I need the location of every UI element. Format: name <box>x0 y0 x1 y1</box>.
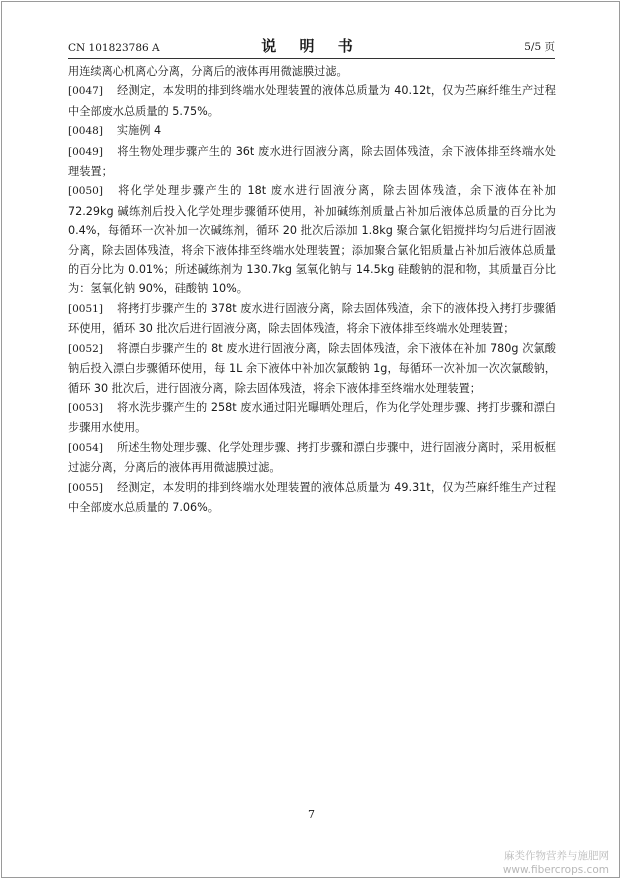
paragraph <box>68 478 556 518</box>
paragraph-number: [0047] <box>68 85 103 98</box>
paragraph <box>68 339 556 398</box>
watermark-url: www.fibercrops.com <box>502 864 609 876</box>
paragraph-text: 将化学处理步骤产生的 18t 废水进行固液分离，除去固体残渣，余下液体在补加 72.29kg 碱练剂后投入化学处理步骤循环使用，补加碱练剂质量占补加后液体总质量的百分比为 0.4%，每循环一次补加一次碱练剂，循环 20 批次后添加 1.8kg 聚合氯化铝搅拌均匀后进行固液分离，除去固体残渣，将余下液体排至终端水处理装置；添加聚合氯化铝质量占补加后液体总质量的百分比为 0.01%；所述碱练剂为 130.7kg 氢氧化钠与 14.5kg 硅酸钠的混和物，其质量百分比为：氢氧化钠 90%，硅酸钠 10%。 <box>68 184 556 296</box>
paragraph-text: 将生物处理步骤产生的 36t 废水进行固液分离，除去固体残渣，余下液体排至终端水处理装置； <box>68 144 556 179</box>
page-number: 7 <box>308 808 315 821</box>
paragraph <box>68 81 556 121</box>
paragraph-number: [0050] <box>68 185 103 198</box>
document-body <box>68 62 556 517</box>
page-indicator: 5/5 页 <box>524 41 555 53</box>
paragraph-text: 经测定，本发明的排到终端水处理装置的液体总质量为 40.12t，仅为苎麻纤维生产过程中全部废水总质量的 5.75%。 <box>68 84 556 118</box>
paragraph-number: [0049] <box>68 145 103 158</box>
paragraph <box>68 438 556 478</box>
paragraph-number: [0048] <box>68 125 103 138</box>
document-title: 说 明 书 <box>261 37 362 55</box>
paragraph <box>68 121 556 141</box>
paragraph <box>68 299 556 339</box>
paragraph-text: 将漂白步骤产生的 8t 废水进行固液分离，除去固体残渣，余下液体在补加 780g 次氯酸钠后投入漂白步骤循环使用，每 1L 余下液体中补加次氯酸钠 1g，每循环一次补加一次次氯酸钠，循环 30 批次后，进行固液分离，除去固体残渣，将余下液体排至终端水处理装置； <box>68 341 556 395</box>
paragraph-number: [0053] <box>68 401 103 414</box>
paragraph <box>68 62 556 81</box>
page-header <box>68 32 555 59</box>
paragraph <box>68 142 556 182</box>
paragraph-text: 用连续离心机离心分离，分离后的液体再用微滤膜过滤。 <box>68 65 348 78</box>
paragraph <box>68 398 556 438</box>
watermark-site-name: 麻类作物营养与施肥网 <box>504 850 609 862</box>
paragraph-number: [0051] <box>68 302 103 315</box>
patent-number: CN 101823786 A <box>68 42 160 54</box>
paragraph <box>68 181 556 298</box>
paragraph-text: 将水洗步骤产生的 258t 废水通过阳光曝晒处理后，作为化学处理步骤、拷打步骤和漂白步骤用水使用。 <box>68 400 556 435</box>
paragraph-text: 实施例 4 <box>116 124 162 138</box>
paragraph-number: [0055] <box>68 481 103 494</box>
watermark <box>503 849 609 877</box>
paragraph-number: [0052] <box>68 342 103 355</box>
paragraph-text: 将拷打步骤产生的 378t 废水进行固液分离，除去固体残渣，余下的液体投入拷打步骤循环使用，循环 30 批次后进行固液分离，除去固体残渣，将余下液体排至终端水处理装置； <box>68 301 556 336</box>
paragraph-text: 经测定，本发明的排到终端水处理装置的液体总质量为 49.31t，仅为苎麻纤维生产过程中全部废水总质量的 7.06%。 <box>68 480 556 514</box>
paragraph-number: [0054] <box>68 441 103 454</box>
paragraph-text: 所述生物处理步骤、化学处理步骤、拷打步骤和漂白步骤中，进行固液分离时，采用板框过滤分离，分离后的液体再用微滤膜过滤。 <box>68 440 556 475</box>
